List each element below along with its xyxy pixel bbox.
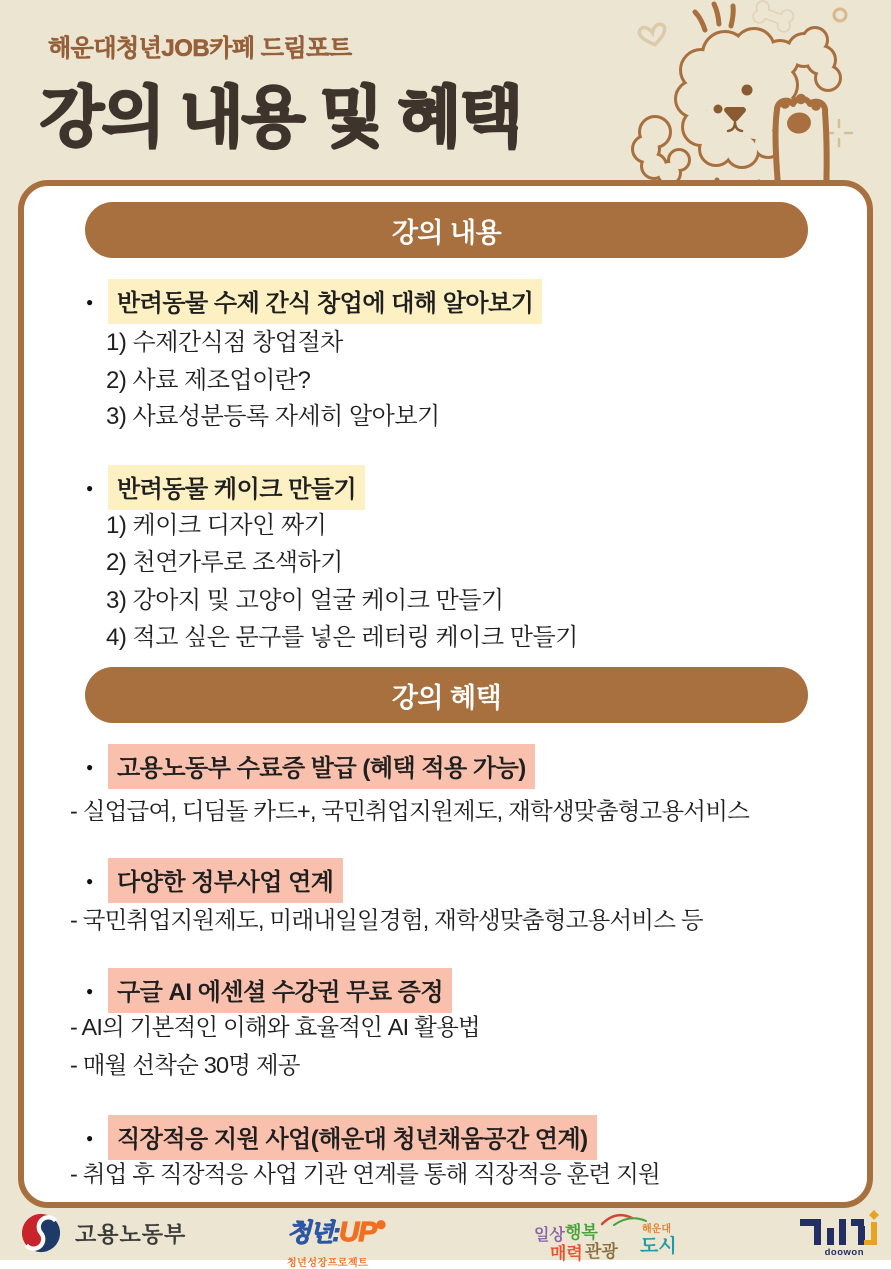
haeundae-word-3: 매력 — [550, 1244, 583, 1263]
benefit-title: 다양한 정부사업 연계 — [108, 858, 343, 903]
list-item — [86, 1115, 597, 1160]
youth-up-word2: UP — [339, 1216, 377, 1247]
youth-up-logo — [287, 1210, 386, 1269]
content-card — [18, 180, 873, 1208]
moel-label: 고용노동부 — [75, 1221, 187, 1247]
haeundae-word-5: 해운대 — [642, 1224, 671, 1235]
list-item: - 실업급여, 디딤돌 카드+, 국민취업지원제도, 재학생맞춤형고용서비스 — [70, 798, 750, 824]
list-item: - AI의 기본적인 이해와 효율적인 AI 활용법 — [70, 1014, 480, 1040]
page-title: 강의 내용 및 혜택 — [40, 80, 522, 154]
doowon-label: doowon — [824, 1247, 864, 1258]
list-item — [86, 858, 343, 903]
benefit-title: 직장적응 지원 사업(해운대 청년채움공간 연계) — [108, 1115, 597, 1160]
list-item: - 취업 후 직장적응 사업 기관 연계를 통해 직장적응 훈련 지원 — [70, 1161, 660, 1187]
bullet-dot-icon: ● — [86, 983, 94, 998]
topic-title: 반려동물 케이크 만들기 — [108, 465, 365, 510]
youth-up-subtitle: 청년성장프로젝트 — [287, 1258, 369, 1269]
list-item: 2) 천연가루로 조색하기 — [106, 549, 343, 576]
dog-illustration — [621, 0, 891, 200]
bullet-dot-icon: ● — [86, 294, 94, 309]
haeundae-word-6: 도시 — [640, 1236, 677, 1257]
topic-title: 반려동물 수제 간식 창업에 대해 알아보기 — [108, 279, 542, 324]
youth-up-word1: 청년: — [287, 1219, 340, 1247]
haeundae-word-2: 행복 — [565, 1223, 598, 1242]
moel-emblem-icon — [20, 1212, 62, 1254]
list-item — [86, 465, 365, 510]
list-item: 4) 적고 싶은 문구를 넣은 레터링 케이크 만들기 — [106, 624, 578, 651]
list-item: - 국민취업지원제도, 미래내일일경험, 재학생맞춤형고용서비스 등 — [70, 907, 703, 933]
registered-mark-icon: ⬤ — [376, 1219, 387, 1229]
list-item: 1) 케이크 디자인 짜기 — [106, 512, 327, 539]
benefit-title: 고용노동부 수료증 발급 (혜택 적용 가능) — [108, 744, 535, 789]
list-item: 3) 강아지 및 고양이 얼굴 케이크 만들기 — [106, 587, 504, 614]
list-item — [86, 279, 542, 324]
list-item: - 매월 선착순 30명 제공 — [70, 1052, 300, 1078]
doowon-logo — [798, 1209, 884, 1259]
list-item: 1) 수제간식점 창업절차 — [106, 329, 343, 356]
heart-doodle-icon — [638, 23, 667, 47]
bullet-dot-icon: ● — [86, 873, 94, 888]
list-item: 2) 사료 제조업이란? — [106, 367, 311, 394]
doowon-mark-icon — [798, 1209, 884, 1259]
banner-lecture-content: 강의 내용 — [85, 202, 808, 258]
haeundae-word-4: 관광 — [585, 1242, 618, 1261]
banner-lecture-benefit: 강의 혜택 — [85, 667, 808, 723]
circle-doodle-icon — [834, 9, 846, 21]
list-item — [86, 968, 452, 1013]
bullet-dot-icon: ● — [86, 1130, 94, 1145]
benefit-title: 구글 AI 에센셜 수강권 무료 증정 — [108, 968, 452, 1013]
haeundae-city-logo — [534, 1211, 690, 1263]
list-item — [86, 744, 535, 789]
bullet-dot-icon: ● — [86, 480, 94, 495]
bullet-dot-icon: ● — [86, 759, 94, 774]
header-subtitle: 해운대청년JOB카페 드림포트 — [48, 35, 352, 62]
list-item: 3) 사료성분등록 자세히 알아보기 — [106, 403, 440, 430]
moel-logo — [20, 1212, 186, 1254]
haeundae-word-1: 일상 — [534, 1227, 565, 1244]
sparkle-icon — [826, 120, 852, 146]
